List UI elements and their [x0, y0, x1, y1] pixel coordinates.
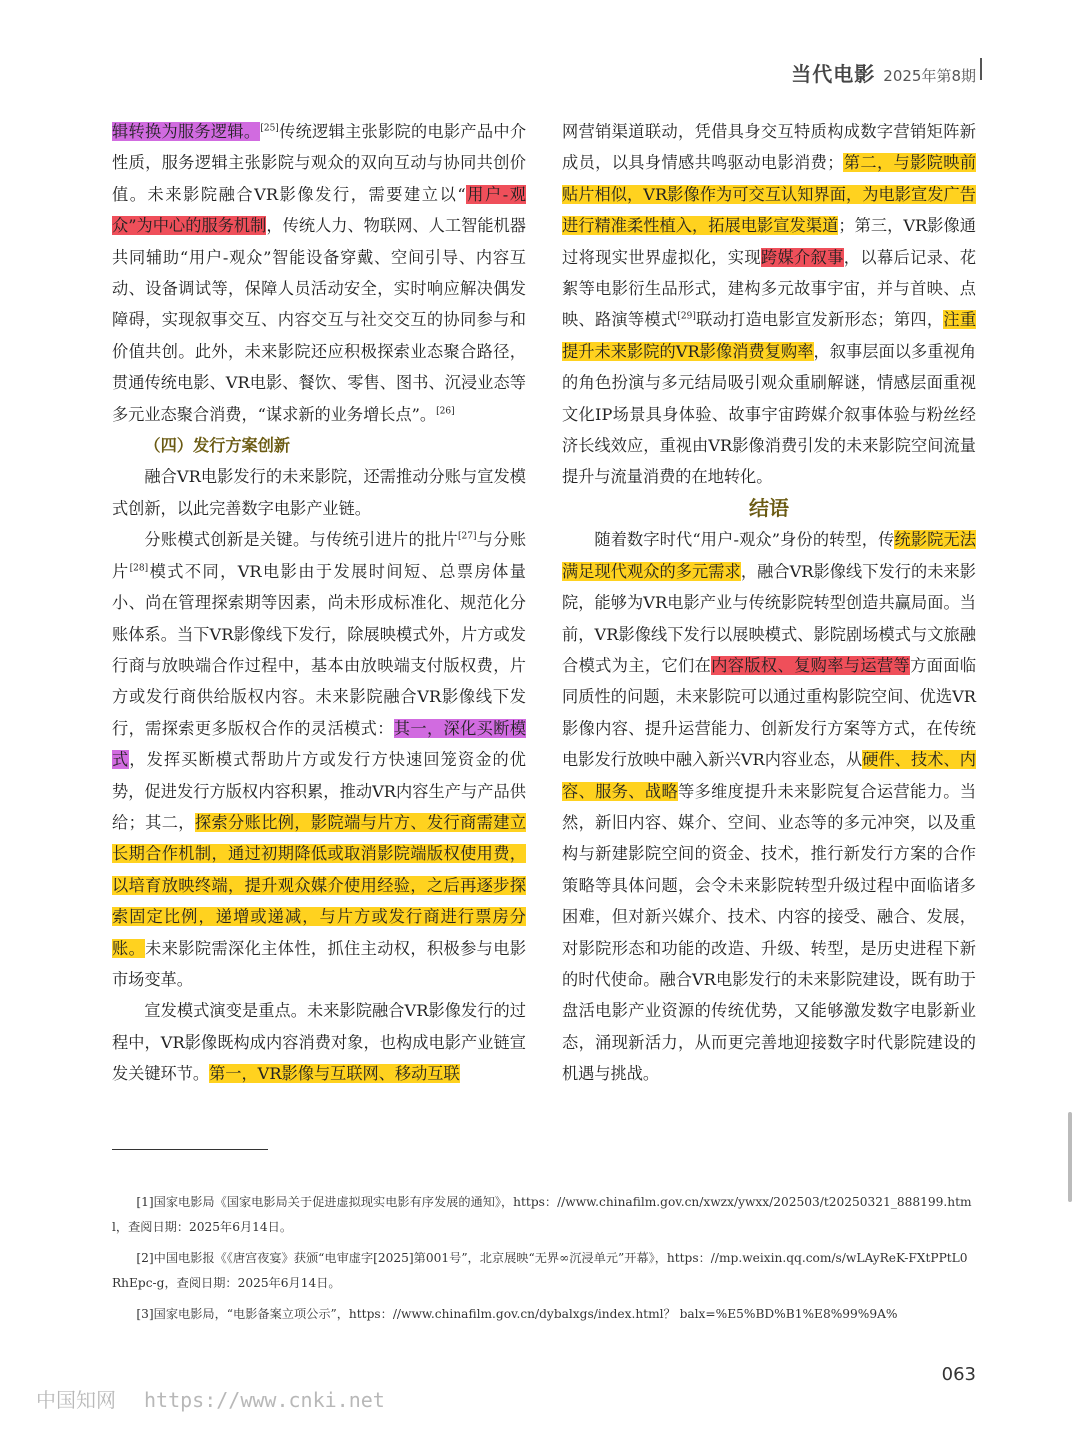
- text-run: ，传统人力、物联网、人工智能机器共同辅助“用户-观众”智能设备穿戴、空间引导、内容互动、设备调试等，保障人员活动安全，实时响应解决偶发障碍，实现叙事交互、内容交互与社交交互的协同参与和价值共创。此外，未来影院还应积极探索业态聚合路径，贯通传统电影、VR电影、餐饮、零售、图书、沉浸业态等多元业态聚合消费，“谋求新的业务增长点”。: [112, 216, 526, 424]
- subheading: （四）发行方案创新: [144, 436, 291, 456]
- paragraph: 融合VR电影发行的未来影院，还需推动分账与宣发模式创新，以此完善数字电影产业链。: [112, 467, 526, 518]
- watermark-url: https://www.cnki.net: [144, 1388, 385, 1412]
- running-header: [791, 58, 976, 87]
- highlight-yellow: 第一，VR影像与互联网、移动互联: [209, 1064, 460, 1084]
- text-run: ；第三，VR影像通过将现实世界虚拟化，实现: [562, 216, 976, 267]
- paragraph: [562, 116, 976, 493]
- highlight-yellow: 注重提升未来影院的VR影像消费复购率: [562, 310, 977, 361]
- citation: [29]: [677, 312, 696, 323]
- text-run: 方面面临同质性的问题，未来影院可以通过重构影院空间、优选VR影像内容、提升运营能力、创新发行方案等方式，在传统电影发行放映中融入新兴VR内容业态，从: [562, 655, 977, 770]
- left-column: [112, 116, 526, 1090]
- highlight-red: 内容版权、复购率与运营等: [711, 655, 911, 675]
- highlight-purple: 辑转换为服务逻辑。: [112, 122, 261, 141]
- text-run: 分账模式创新是关键。与传统引进片的批片: [144, 530, 458, 550]
- text-run: 宣发模式演变是重点。未来影院融合VR影像发行的过程中，VR影像既构成内容消费对象，也构成电影产业链宣发关键环节。: [112, 1001, 526, 1084]
- scrollbar-thumb[interactable]: [1068, 1112, 1072, 1202]
- watermark: [36, 1384, 385, 1413]
- paragraph: [112, 995, 526, 1089]
- footnote: [2]中国电影报《《唐宫夜宴》获颁“电审虚字[2025]第001号”，北京展映“无界∞沉浸单元”开幕》，https：//mp.weixin.qq.com/s/wLAyReK-FXtPPtL0RhEpc-g，查阅日期：2025年6月14日。: [112, 1251, 968, 1290]
- text-run: ，以幕后记录、花絮等电影衍生品形式，建构多元故事宇宙，并与首映、点映、路演等模式: [562, 247, 977, 330]
- text-run: 传统逻辑主张影院的电影产品中介性质，服务逻辑主张影院与观众的双向互动与协同共创价值。未来影院融合VR影像发行，需要建立以“: [112, 122, 527, 204]
- text-run: 未来影院需深化主体性，抓住主动权，积极参与电影市场变革。: [112, 938, 527, 989]
- text-run: ，叙事层面以多重视角的角色扮演与多元结局吸引观众重刷解谜，情感层面重视文化IP场景具身体验、故事宇宙跨媒介叙事体验与粉丝经济长线效应，重视由VR影像消费引发的未来影院空间流量提升与流量消费的在地转化。: [562, 341, 976, 487]
- text-run: 联动打造电影宣发新形态；第四，: [695, 310, 944, 330]
- header-divider: [980, 58, 982, 80]
- watermark-name: 中国知网: [36, 1388, 116, 1412]
- text-run: ，融合VR影像线下发行的未来影院，能够为VR电影产业与传统影院转型创造共赢局面。当前，VR影像线下发行以展映模式、影院剧场模式与文旅融合模式为主，它们在: [562, 561, 976, 675]
- footnote: [1]国家电影局《国家电影局关于促进虚拟现实电影有序发展的通知》，https：//www.chinafilm.gov.cn/xwzx/ywxx/202503/t20250321_888199.html，查阅日期：2025年6月14日。: [112, 1195, 972, 1234]
- text-run: 模式不同，VR电影由于发展时间短、总票房体量小、尚在管理探索期等因素，尚未形成标准化、规范化分账体系。当下VR影像线下发行，除展映模式外，片方或发行商与放映端合作过程中，基本由放映端支付版权费，片方或发行商供给版权内容。未来影院融合VR影像线下发行，需探索更多版权合作的灵活模式：: [112, 561, 526, 738]
- highlight-yellow: 硬件、技术、内容、服务、战略: [562, 750, 976, 801]
- text-run: 等多维度提升未来影院复合运营能力。当然，新旧内容、媒介、空间、业态等的多元冲突，以及重构与新建影院空间的资金、技术，推行新发行方案的合作策略等具体问题，会令未来影院转型升级过程中面临诸多困难，但对新兴媒介、技术、内容的接受、融合、发展，对影院形态和功能的改造、升级、转型，是历史进程下新的时代使命。融合VR电影发行的未来影院建设，既有助于盘活电影产业资源的传统优势，又能够激发数字电影新业态，涌现新活力，从而更完善地迎接数字时代影院建设的机遇与挑战。: [562, 781, 977, 1084]
- journal-name: 当代电影: [791, 62, 876, 86]
- highlight-red: 跨媒介叙事: [760, 247, 844, 267]
- citation: [26]: [436, 406, 455, 417]
- citation: [25]: [260, 123, 279, 134]
- paragraph: [562, 524, 976, 1089]
- footnotes: [112, 1190, 976, 1333]
- citation: [27]: [458, 531, 477, 542]
- paragraph: [112, 116, 526, 430]
- issue-label: 2025年第8期: [883, 67, 976, 85]
- highlight-red: 用户-观众”为中心的服务机制: [112, 184, 526, 236]
- footnote-rule: [112, 1149, 268, 1150]
- text-run: 随着数字时代“用户-观众”身份的转型，传: [594, 530, 895, 550]
- paragraph: [112, 524, 526, 995]
- right-column: [562, 116, 976, 1090]
- highlight-yellow: 统影院无法满足现代观众的多元需求: [562, 530, 976, 581]
- text-run: 网营销渠道联动，凭借具身交互特质构成数字营销矩阵新成员，以具身情感共鸣驱动电影消费；: [562, 122, 976, 173]
- footnote: [3]国家电影局，“电影备案立项公示”，https：//www.chinafilm.gov.cn/dybalxgs/index.html？ balx=%E5%BD%B1%E8%99%9A%: [136, 1307, 898, 1321]
- text-run: 与分账片: [112, 530, 527, 581]
- highlight-yellow: 探索分账比例，影院端与片方、发行商需建立长期合作机制，通过初期降低或取消影院端版权使用费，以培育放映终端，提升观众媒介使用经验，之后再逐步探索固定比例，递增或递减，与片方或发行商进行票房分账。: [112, 812, 527, 958]
- highlight-yellow: 第二，与影院映前贴片相似，VR影像作为可交互认知界面，为电影宣发广告进行精准柔性植入，拓展电影宣发渠道: [562, 153, 977, 236]
- section-title: 结语: [749, 495, 789, 520]
- highlight-purple: 其一，深化买断模式: [112, 718, 527, 770]
- text-run: ，发挥买断模式帮助片方或发行方快速回笼资金的优势，促进发行方版权内容积累，推动VR内容生产与产品供给；其二，: [112, 750, 526, 832]
- citation: [28]: [129, 563, 149, 574]
- page-number: 063: [941, 1364, 976, 1385]
